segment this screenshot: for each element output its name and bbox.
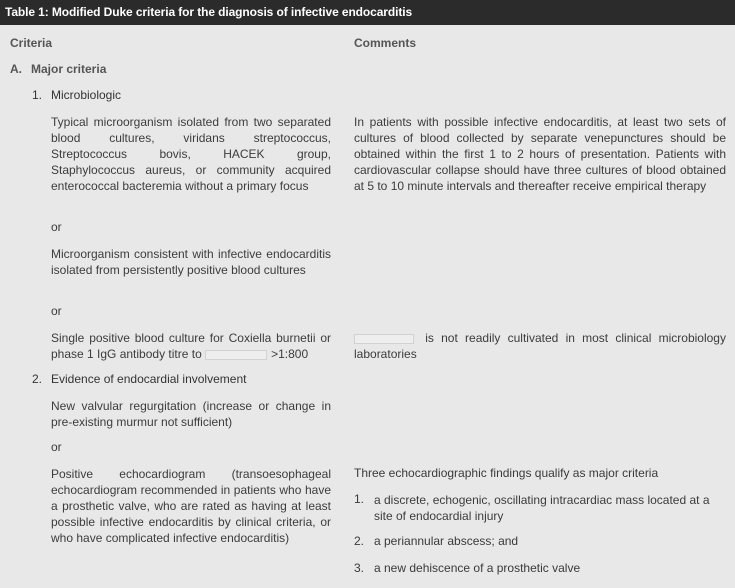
- finding-text: a new dehiscence of a prosthetic valve: [374, 561, 581, 575]
- column-header-comments: Comments: [354, 36, 417, 50]
- criterion-persistent-cultures: Microorganism consistent with infective endocarditis isolated from persistently positive blood cultures: [51, 247, 331, 277]
- finding-number: 1.: [354, 492, 365, 506]
- criterion-coxiella: [51, 330, 331, 362]
- finding-number: 3.: [354, 561, 365, 575]
- column-header-criteria: Criteria: [10, 36, 53, 50]
- redacted-term: [354, 334, 414, 344]
- comment-blood-cultures: In patients with possible infective endocarditis, at least two sets of cultures of blood collected by separate venepunctures should be obtained within the first 1 to 2 hours of presentation. Patients with cardiovascular collapse should have three cultures of blood obtained at 5 to 10 minute intervals and thereafter receive empirical therapy: [354, 115, 726, 193]
- item-number: 2.: [32, 372, 43, 386]
- item-number: 1.: [32, 88, 43, 102]
- criterion-positive-echocardiogram: Positive echocardiogram (transoesophageal echocardiogram recommended in patients who have a prosthetic valve, who are rated as having at least possible infective endocarditis by clinical criteria, or who have complicated infective endocarditis): [51, 467, 331, 545]
- finding-text: a discrete, echogenic, oscillating intracardiac mass located at a site of endocardial injury: [374, 493, 710, 523]
- or-separator: or: [51, 440, 62, 454]
- or-separator: or: [51, 304, 62, 318]
- section-letter: A.: [10, 62, 22, 76]
- comment-coxiella-text: is not readily cultivated in most clinical microbiology laboratories: [354, 331, 726, 361]
- item-label-microbiologic: Microbiologic: [51, 88, 122, 102]
- or-separator: or: [51, 220, 62, 234]
- criterion-valvular-regurgitation: New valvular regurgitation (increase or change in pre-existing murmur not sufficient): [51, 399, 331, 429]
- table-title: Table 1: Modified Duke criteria for the diagnosis of infective endocarditis: [0, 0, 735, 25]
- section-heading: Major criteria: [31, 62, 107, 76]
- comment-echo-intro: Three echocardiographic findings qualify as major criteria: [354, 466, 659, 480]
- comment-coxiella: [354, 330, 726, 362]
- criterion-typical-organism: Typical microorganism isolated from two separated blood cultures, viridans streptococcus, Streptococcus bovis, HACEK group, Staphylococcus aureus, or community acquired enterococcal bacteremia without a primary focus: [51, 115, 331, 193]
- item-label-endocardial: Evidence of endocardial involvement: [51, 372, 247, 386]
- finding-number: 2.: [354, 534, 365, 548]
- finding-text: a periannular abscess; and: [374, 534, 519, 548]
- redacted-term: [205, 350, 267, 360]
- criterion-coxiella-titre: >1:800: [271, 347, 309, 361]
- criterion-coxiella-text: Single positive blood culture for Coxiella burnetii or phase 1 IgG antibody titre to: [51, 331, 331, 361]
